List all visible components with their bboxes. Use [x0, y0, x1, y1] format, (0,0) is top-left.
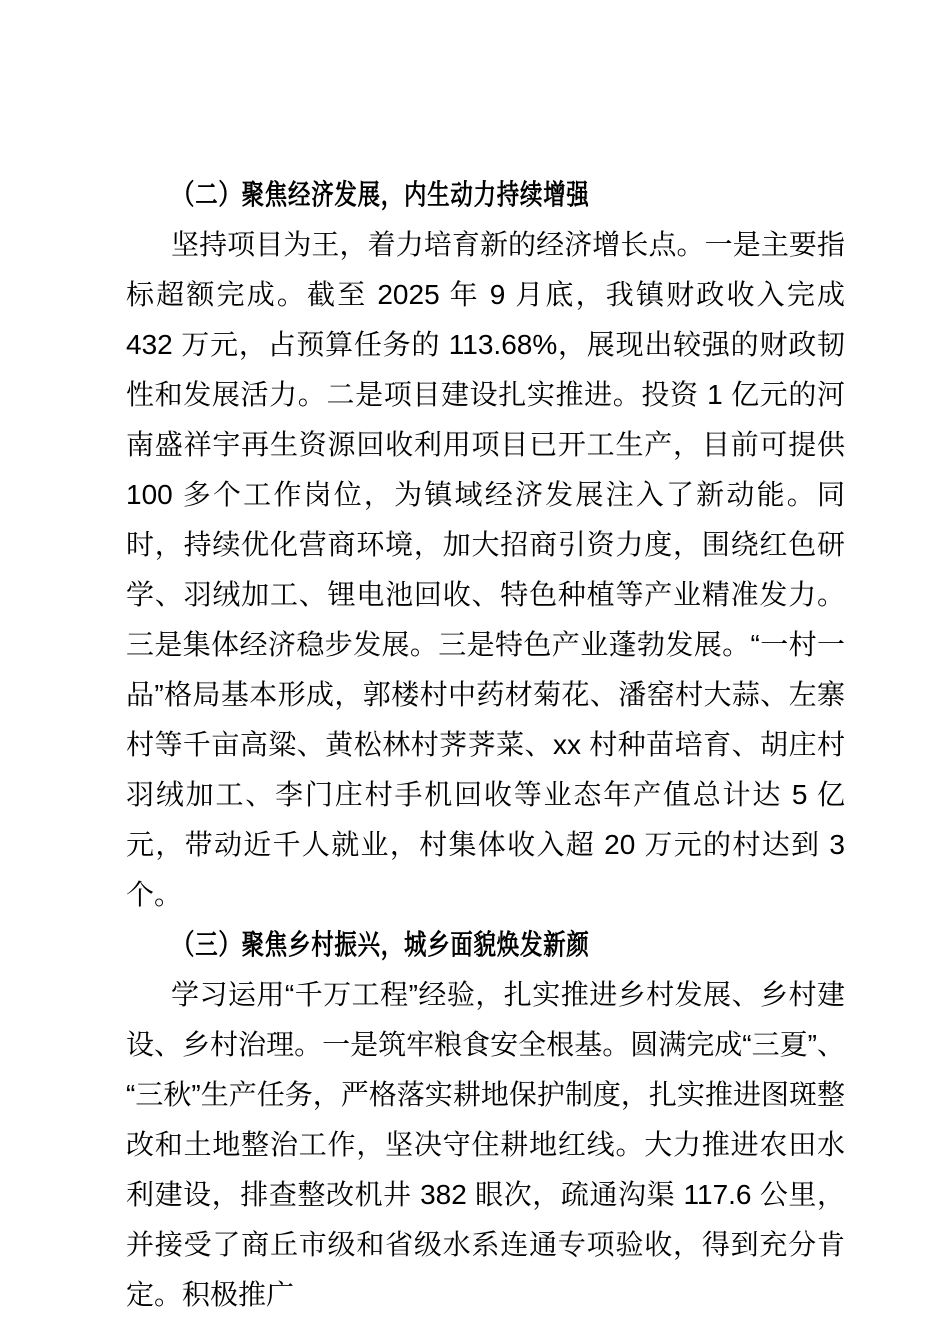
section-heading-rural-revitalization-text: （三）聚焦乡村振兴，城乡面貌焕发新颜 [172, 929, 590, 960]
section-heading-economy-development [126, 170, 845, 220]
section-heading-rural-revitalization [126, 920, 845, 970]
document-content [126, 170, 845, 1320]
paragraph-economy-development: 坚持项目为王，着力培育新的经济增长点。一是主要指标超额完成。截至 2025 年 9 月底，我镇财政收入完成 432 万元，占预算任务的 113.68%，展现出较强的财政韧性和发展活力。二是项目建设扎实推进。投资 1 亿元的河南盛祥宇再生资源回收利用项目已开工生产，目前可提供 100 多个工作岗位，为镇域经济发展注入了新动能。同时，持续优化营商环境，加大招商引资力度，围绕红色研学、羽绒加工、锂电池回收、特色种植等产业精准发力。三是集体经济稳步发展。三是特色产业蓬勃发展。“一村一品”格局基本形成，郭楼村中药材菊花、潘窑村大蒜、左寨村等千亩高粱、黄松林村荠荠菜、xx 村种苗培育、胡庄村羽绒加工、李门庄村手机回收等业态年产值总计达 5 亿元，带动近千人就业，村集体收入超 20 万元的村达到 3 个。 [126, 229, 845, 910]
section-heading-economy-development-text: （二）聚焦经济发展，内生动力持续增强 [172, 179, 590, 210]
paragraph-rural-revitalization: 学习运用“千万工程”经验，扎实推进乡村发展、乡村建设、乡村治理。一是筑牢粮食安全根基。圆满完成“三夏”、“三秋”生产任务，严格落实耕地保护制度，扎实推进图斑整改和土地整治工作，坚决守住耕地红线。大力推进农田水利建设，排查整改机井 382 眼次，疏通沟渠 117.6 公里，并接受了商丘市级和省级水系连通专项验收，得到充分肯定。积极推广 [126, 979, 845, 1310]
